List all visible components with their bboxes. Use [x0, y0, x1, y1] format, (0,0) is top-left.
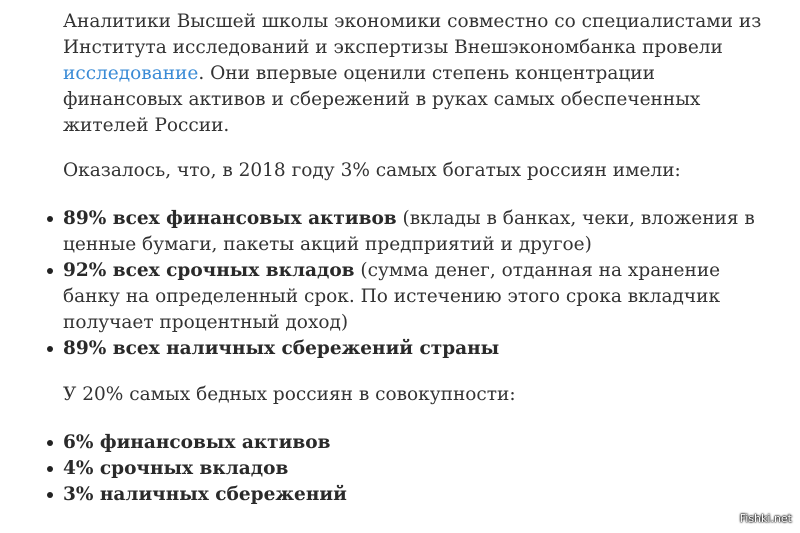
poor-intro-paragraph: У 20% самых бедных россиян в совокупности: [63, 384, 516, 405]
list-item [63, 258, 775, 336]
list-item [63, 456, 775, 482]
stat-highlight: 4% срочных вкладов [63, 458, 289, 479]
stat-description: (сумма денег, отданная на хранение банку на определенный срок. По истечению этого срока вкладчик получает процентный доход) [63, 260, 721, 333]
research-link[interactable]: исследование [63, 63, 199, 84]
stat-description: (вклады в банках, чеки, вложения в ценные бумаги, пакеты акций предприятий и другое) [63, 208, 755, 255]
list-item [63, 482, 775, 508]
rich-intro-paragraph: Оказалось, что, в 2018 году 3% самых богатых россиян имели: [63, 160, 681, 181]
stat-highlight: 92% всех срочных вкладов [63, 260, 355, 281]
list-item [63, 206, 775, 258]
intro-text-end: . Они впервые оценили степень концентрации финансовых активов и сбережений в руках самых обеспеченных жителей России. [63, 63, 701, 136]
rich-stats-list [63, 206, 775, 362]
stat-highlight: 89% всех наличных сбережений страны [63, 338, 500, 359]
stat-highlight: 89% всех финансовых активов [63, 208, 397, 229]
intro-paragraph [63, 9, 775, 139]
intro-text-start: Аналитики Высшей школы экономики совместно со специалистами из Института исследований и экспертизы Внешэкономбанка провели [63, 11, 762, 58]
stat-highlight: 3% наличных сбережений [63, 484, 347, 505]
watermark: Fishki.net [739, 512, 792, 525]
stat-highlight: 6% финансовых активов [63, 432, 331, 453]
poor-stats-list [63, 430, 775, 508]
list-item [63, 336, 775, 362]
list-item [63, 430, 775, 456]
